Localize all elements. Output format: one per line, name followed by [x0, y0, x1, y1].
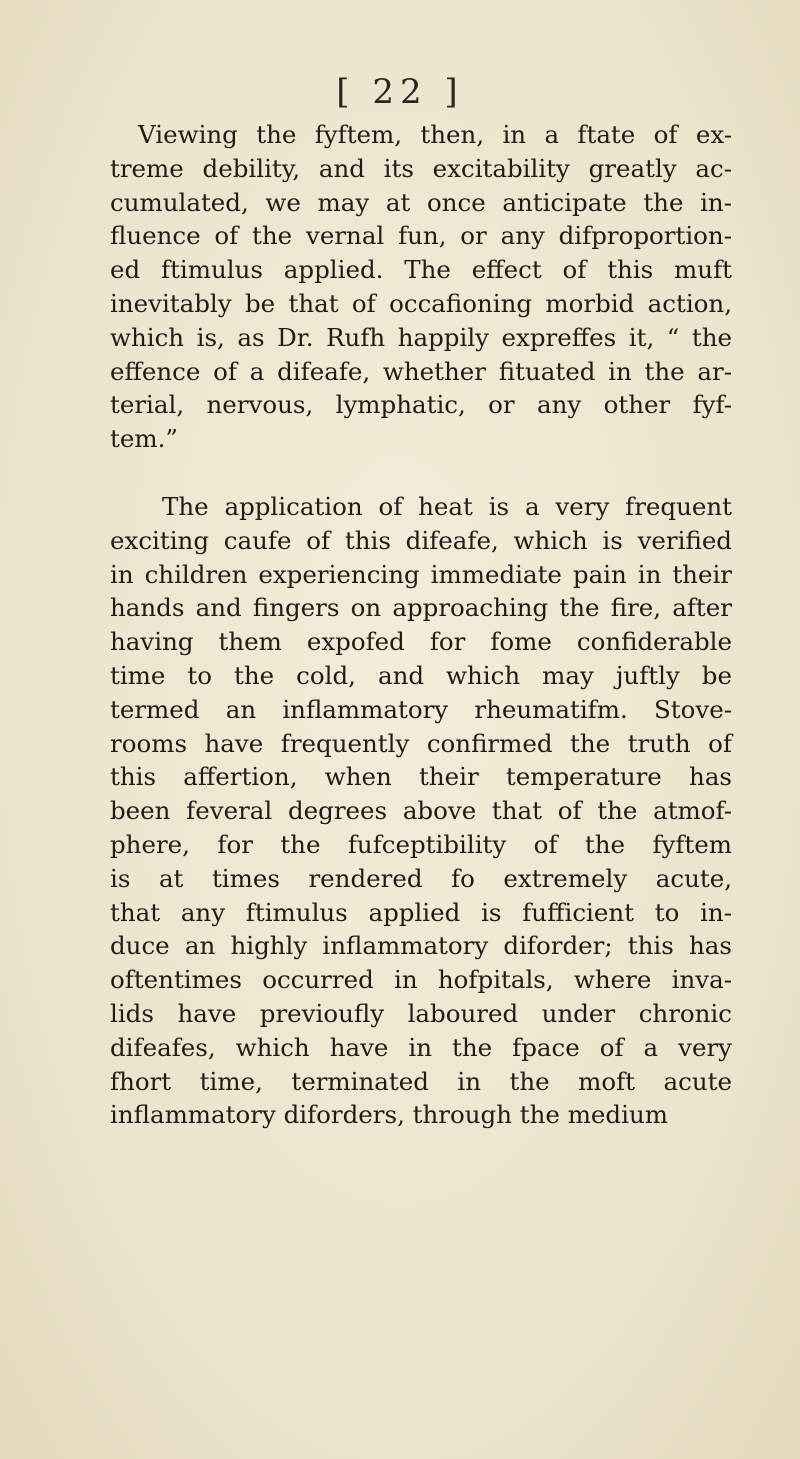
text-line: that any ftimulus applied is fufficient to in- [110, 897, 732, 927]
text-line: exciting caufe of this difeafe, which is verified [110, 525, 732, 555]
text-line: cumulated, we may at once anticipate the in- [110, 187, 732, 217]
text-line: hands and fingers on approaching the fire, after [110, 593, 732, 623]
text-line: ed ftimulus applied. The effect of this muft [110, 255, 732, 285]
text-line: treme debility, and its excitability greatly ac- [110, 153, 732, 183]
text-line: The application of heat is a very frequent [162, 491, 732, 521]
text-line: been feveral degrees above that of the atmof- [110, 796, 732, 826]
text-line: fluence of the vernal fun, or any difproportion- [110, 221, 732, 251]
text-line: difeafes, which have in the fpace of a very [110, 1032, 732, 1062]
text-line: termed an inflammatory rheumatifm. Stove- [110, 694, 732, 724]
text-line: terial, nervous, lymphatic, or any other fyf- [110, 390, 732, 420]
text-line: which is, as Dr. Rufh happily expreffes it, “ the [110, 322, 732, 352]
text-line: effence of a difeafe, whether fituated in the ar- [110, 356, 732, 386]
text-line: in children experiencing immediate pain in their [110, 559, 732, 589]
text-line: having them expofed for fome confiderable [110, 627, 732, 657]
text-line: time to the cold, and which may juftly be [110, 660, 732, 690]
text-line: inevitably be that of occafioning morbid action, [110, 288, 732, 318]
text-line: tem.” [110, 424, 178, 454]
text-line: duce an highly inflammatory diforder; this has [110, 931, 732, 961]
text-line: inflammatory diforders, through the medium [110, 1100, 668, 1130]
paragraph-2 [110, 490, 732, 1132]
text-line: is at times rendered fo extremely acute, [110, 863, 732, 893]
text-line: lids have previoufly laboured under chronic [110, 998, 732, 1028]
body-text [110, 118, 732, 1132]
text-line: rooms have frequently confirmed the truth of [110, 728, 732, 758]
text-line: Viewing the fyftem, then, in a ftate of ex- [138, 120, 732, 149]
page-number: [ 22 ] [336, 72, 464, 112]
paragraph-1 [110, 118, 732, 456]
text-line: phere, for the fufceptibility of the fyftem [110, 829, 732, 859]
text-line: oftentimes occurred in hofpitals, where inva- [110, 965, 732, 995]
text-line: fhort time, terminated in the moft acute [110, 1066, 732, 1096]
text-line: this affertion, when their temperature has [110, 762, 732, 792]
